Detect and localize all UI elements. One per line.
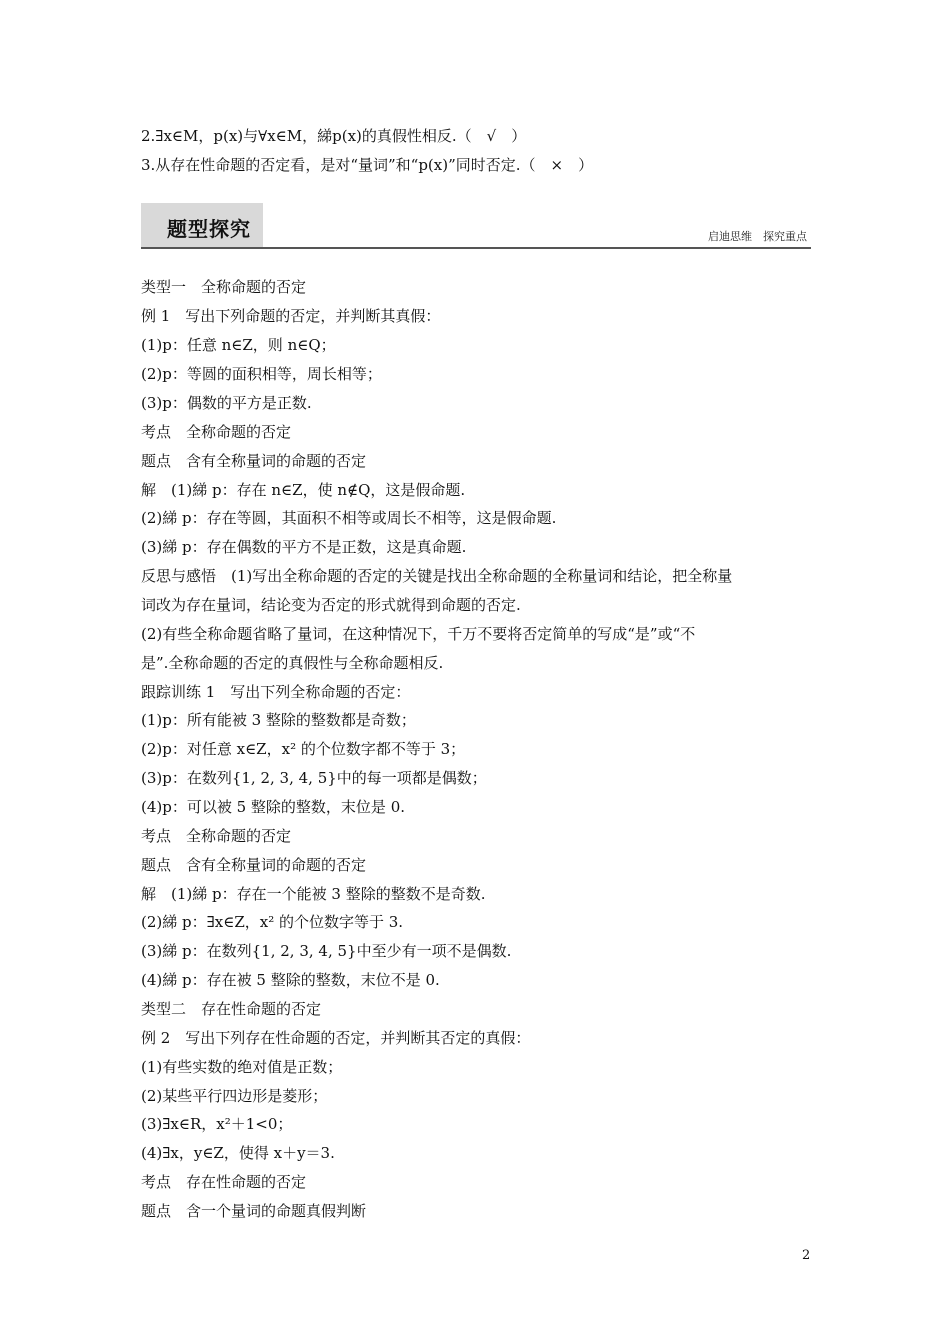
practice-item: (1)p：所有能被 3 整除的整数都是奇数；: [141, 711, 416, 729]
solution-line: (4)綈 p：存在被 5 整除的整数，末位不是 0.: [141, 971, 440, 989]
practice-item: (4)p：可以被 5 整除的整数，末位是 0.: [141, 798, 406, 816]
solution-line: (3)綈 p：存在偶数的平方不是正数，这是真命题.: [141, 538, 467, 556]
section-divider: [141, 247, 811, 249]
example-item: (3)∃x∈R，x²＋1<0；: [141, 1115, 293, 1133]
kaodian-line: 考点 全称命题的否定: [141, 827, 292, 845]
type-heading: 类型一 全称命题的否定: [141, 278, 307, 296]
reflection-line: (2)有些全称命题省略了量词，在这种情况下，千万不要将否定简单的写成“是”或“不: [141, 625, 696, 643]
example-item: (4)∃x，y∈Z，使得 x＋y＝3.: [141, 1144, 335, 1162]
practice-heading: 跟踪训练 1 写出下列全称命题的否定：: [141, 683, 411, 701]
intro-item-3: 3.从存在性命题的否定看，是对“量词”和“p(x)”同时否定.（ × ）: [141, 156, 594, 174]
practice-item: (2)p：对任意 x∈Z，x² 的个位数字都不等于 3；: [141, 740, 466, 758]
example-item: (2)某些平行四边形是菱形；: [141, 1087, 328, 1105]
section-title: 题型探究: [167, 217, 251, 241]
intro-item-2: 2.∃x∈M，p(x)与∀x∈M，綈p(x)的真假性相反.（ √ ）: [141, 127, 527, 145]
kaodian-line: 考点 存在性命题的否定: [141, 1173, 307, 1191]
section-banner: [141, 203, 811, 247]
reflection-line: 词改为存在量词，结论变为否定的形式就得到命题的否定.: [141, 596, 521, 614]
example-item: (2)p：等圆的面积相等，周长相等；: [141, 365, 382, 383]
tidian-line: 题点 含有全称量词的命题的否定: [141, 856, 367, 874]
solution-line: 解 (1)綈 p：存在 n∈Z，使 n∉Q，这是假命题.: [141, 481, 466, 499]
example-item: (3)p：偶数的平方是正数.: [141, 394, 312, 412]
solution-line: 解 (1)綈 p：存在一个能被 3 整除的整数不是奇数.: [141, 885, 486, 903]
type-heading: 类型二 存在性命题的否定: [141, 1000, 322, 1018]
example-item: (1)p：任意 n∈Z，则 n∈Q；: [141, 336, 336, 354]
reflection-line: 是”.全称命题的否定的真假性与全称命题相反.: [141, 654, 444, 672]
kaodian-line: 考点 全称命题的否定: [141, 423, 292, 441]
reflection-line: 反思与感悟 (1)写出全称命题的否定的关键是找出全称命题的全称量词和结论，把全称量: [141, 567, 733, 585]
solution-line: (3)綈 p：在数列{1, 2, 3, 4, 5}中至少有一项不是偶数.: [141, 942, 512, 960]
example-heading: 例 1 写出下列命题的否定，并判断其真假：: [141, 307, 441, 325]
tidian-line: 题点 含一个量词的命题真假判断: [141, 1202, 367, 1220]
example-item: (1)有些实数的绝对值是正数；: [141, 1058, 343, 1076]
practice-item: (3)p：在数列{1, 2, 3, 4, 5}中的每一项都是偶数；: [141, 769, 487, 787]
section-subtitle: 启迪思维 探究重点: [708, 230, 807, 243]
solution-line: (2)綈 p：∃x∈Z，x² 的个位数字等于 3.: [141, 913, 404, 931]
tidian-line: 题点 含有全称量词的命题的否定: [141, 452, 367, 470]
example-heading: 例 2 写出下列存在性命题的否定，并判断其否定的真假：: [141, 1029, 531, 1047]
page-number: 2: [802, 1248, 811, 1263]
solution-line: (2)綈 p：存在等圆，其面积不相等或周长不相等，这是假命题.: [141, 509, 557, 527]
